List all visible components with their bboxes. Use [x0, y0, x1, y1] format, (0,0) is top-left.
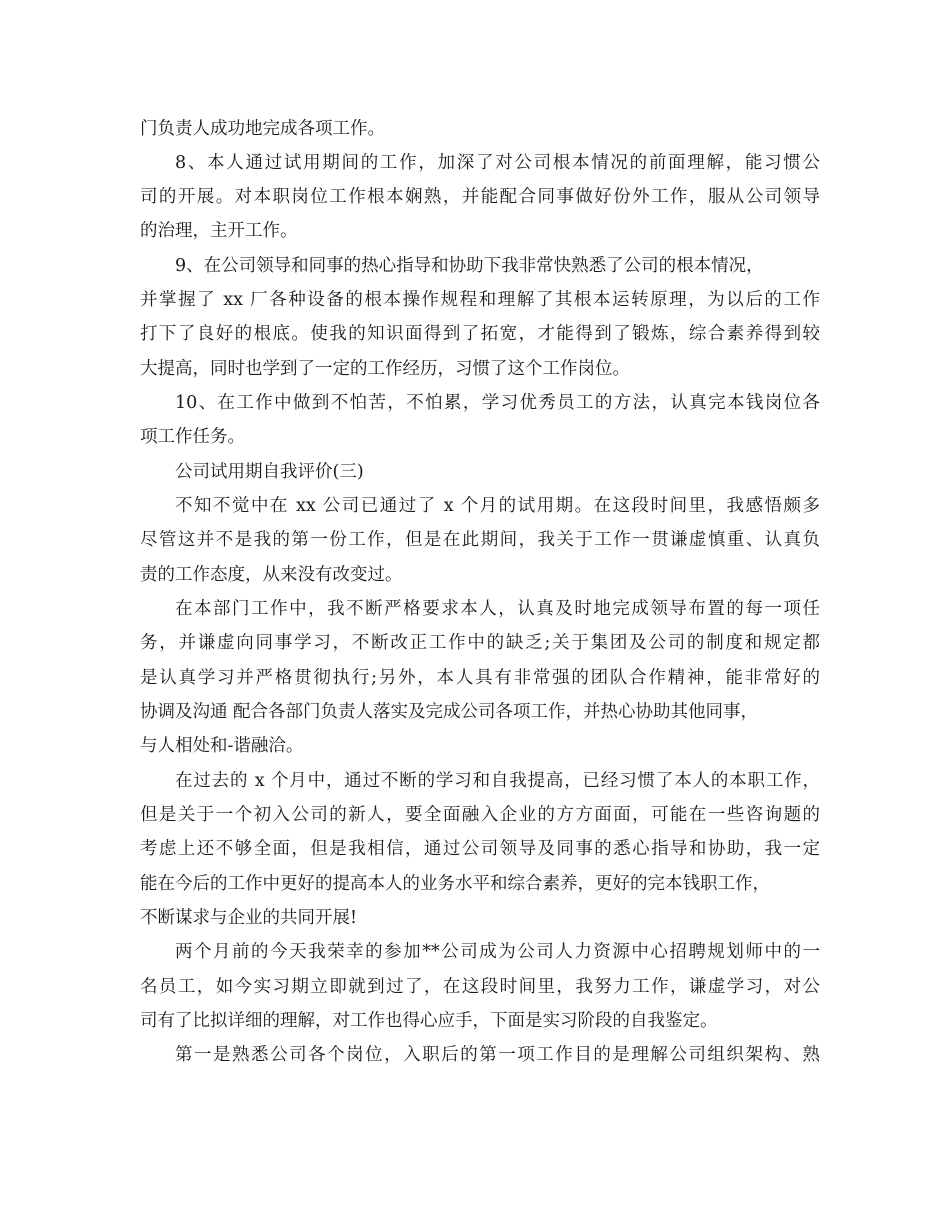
paragraph-line: 并掌握了 xx 厂各种设备的根本操作规程和理解了其根本运转原理，为以后的工作	[140, 290, 820, 310]
section-heading: 公司试用期自我评价(三)	[175, 462, 364, 482]
paragraph-line: 两个月前的今天我荣幸的参加**公司成为公司人力资源中心招聘规划师中的一	[175, 942, 820, 962]
paragraph-line: 9、在公司领导和同事的热心指导和协助下我非常快熟悉了公司的根本情况，	[175, 256, 764, 276]
paragraph-line: 不断谋求与企业的共同开展!	[140, 908, 358, 928]
paragraph-line: 尽管这并不是我的第一份工作，但是在此期间，我关于工作一贯谦虚慎重、认真负	[140, 530, 820, 550]
paragraph-line: 不知不觉中在 xx 公司已通过了 x 个月的试用期。在这段时间里，我感悟颇多	[175, 496, 820, 516]
paragraph-line: 但是关于一个初入公司的新人，要全面融入企业的方方面面，可能在一些咨询题的	[140, 805, 820, 825]
paragraph-line: 在本部门工作中，我不断严格要求本人，认真及时地完成领导布置的每一项任	[175, 599, 820, 619]
paragraph-line: 10、在工作中做到不怕苦，不怕累，学习优秀员工的方法，认真完本钱岗位各	[175, 393, 820, 413]
paragraph-line: 8、本人通过试用期间的工作，加深了对公司根本情况的前面理解，能习惯公	[175, 153, 820, 173]
paragraph-line: 责的工作态度，从来没有改变过。	[140, 565, 403, 585]
paragraph-line: 与人相处和-谐融洽。	[140, 736, 304, 756]
paragraph-line: 的治理，主开工作。	[140, 221, 298, 241]
paragraph-line: 名员工，如今实习期立即就到过了，在这段时间里，我努力工作，谦虚学习，对公	[140, 977, 820, 997]
paragraph-line: 司有了比拟详细的理解，对工作也得心应手，下面是实习阶段的自我鉴定。	[140, 1011, 718, 1031]
paragraph-line: 项工作任务。	[140, 427, 245, 447]
paragraph-line: 第一是熟悉公司各个岗位，入职后的第一项工作目的是理解公司组织架构、熟	[175, 1045, 820, 1065]
paragraph-line: 门负责人成功地完成各项工作。	[140, 119, 385, 139]
paragraph-line: 大提高，同时也学到了一定的工作经历，习惯了这个工作岗位。	[140, 359, 630, 379]
paragraph-line: 司的开展。对本职岗位工作根本娴熟，并能配合同事做好份外工作，服从公司领导	[140, 187, 820, 207]
paragraph-line: 打下了良好的根底。使我的知识面得到了拓宽，才能得到了锻炼，综合素养得到较	[140, 324, 820, 344]
paragraph-line: 在过去的 x 个月中，通过不断的学习和自我提高，已经习惯了本人的本职工作，	[175, 771, 820, 791]
paragraph-line: 能在今后的工作中更好的提高本人的业务水平和综合素养，更好的完本钱职工作，	[140, 874, 770, 894]
paragraph-line: 务，并谦虚向同事学习，不断改正工作中的缺乏;关于集团及公司的制度和规定都	[140, 633, 820, 653]
paragraph-line: 考虑上还不够全面，但是我相信，通过公司领导及同事的悉心指导和协助，我一定	[140, 839, 820, 859]
paragraph-line: 是认真学习并严格贯彻执行;另外，本人具有非常强的团队合作精神，能非常好的	[140, 668, 820, 688]
paragraph-line: 协调及沟通 配合各部门负责人落实及完成公司各项工作，并热心协助其他同事，	[140, 702, 759, 722]
